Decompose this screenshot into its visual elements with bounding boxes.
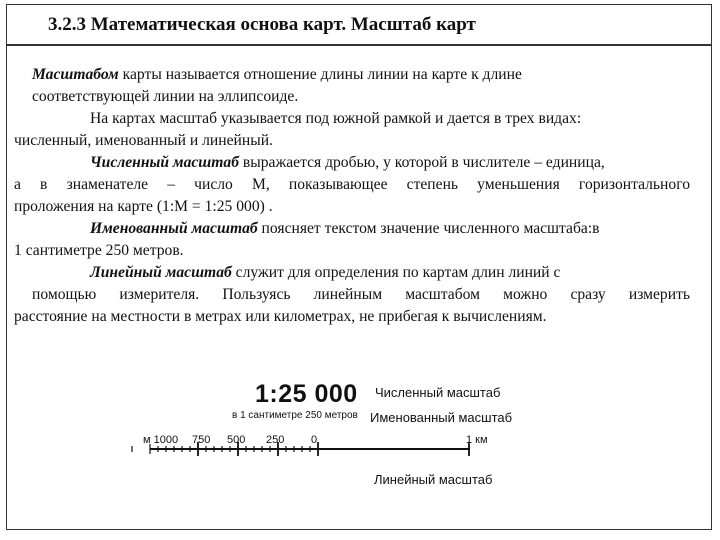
paragraph-3-line-3: проложения на карте (1:М = 1:25 000) . [14,198,273,215]
tick-label-1000: м 1000 [143,434,179,446]
paragraph-3-line-2: а в знаменателе – число М, показывающее степень уменьшения горизонтального [14,176,690,193]
numeric-scale-value: 1:25 000 [255,380,358,408]
page-title: 3.2.3 Математическая основа карт. Масштаб карт [48,14,476,35]
paragraph-2-line-1: На картах масштаб указывается под южной рамкой и дается в трех видах: [90,110,582,127]
paragraph-5-line-2: помощью измерителя. Пользуясь линейным масштабом можно сразу измерить [32,286,690,303]
tick-label-1km: 1 км [466,434,488,446]
named-scale-value: в 1 сантиметре 250 метров [232,410,358,421]
paragraph-5-line-3: расстояние на местности в метрах или километрах, не прибегая к вычислениям. [14,308,547,325]
term-scale: Масштабом [32,66,119,83]
paragraph-1-line-2: соответствующей линии на эллипсоиде. [32,88,299,105]
label-named-scale: Именованный масштаб [370,410,513,425]
tick-label-500: 500 [227,434,246,446]
label-numeric-scale: Численный масштаб [375,385,501,400]
paragraph-4-line-2: 1 сантиметре 250 метров. [14,242,184,259]
text-span: выражается дробью, у которой в числителе – единица, [239,154,605,171]
term-named-scale: Именованный масштаб [90,220,258,237]
text-span: служит для определения по картам длин линий с [231,264,561,281]
term-numeric-scale: Численный масштаб [90,154,239,171]
tick-label-250: 250 [266,434,285,446]
paragraph-2-line-2: численный, именованный и линейный. [14,132,273,149]
text-span: карты называется отношение длины линии на карте к длине [118,66,522,83]
text-span: поясняет текстом значение численного масштаба:в [257,220,600,237]
label-linear-scale: Линейный масштаб [374,472,493,487]
scale-minor-ticks [150,444,310,454]
term-linear-scale: Линейный масштаб [90,264,232,281]
tick-label-750: 750 [192,434,211,446]
tick-label-0: 0 [311,434,318,446]
